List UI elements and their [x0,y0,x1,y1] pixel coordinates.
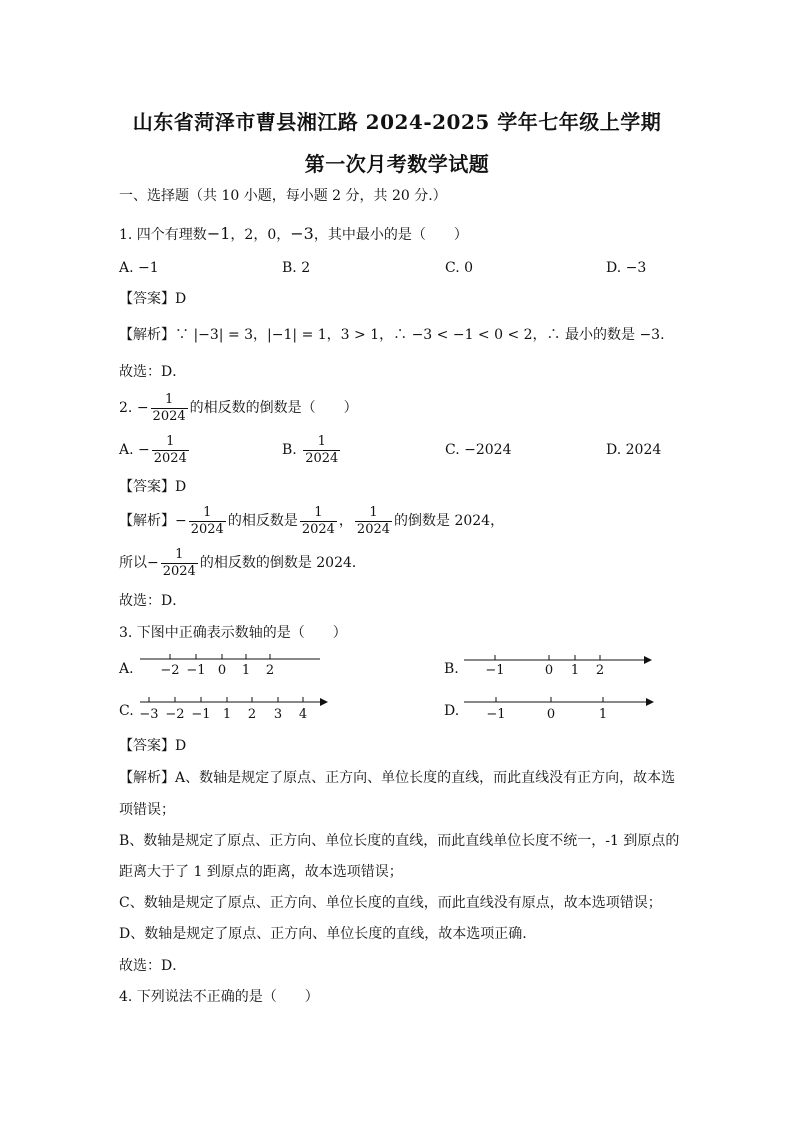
q1-answer: 【答案】D [119,291,187,307]
tick-label: 3 [273,707,283,722]
tick-label: −3 [139,707,159,722]
question-1-stem: 1. 四个有理数−1，2，0，−3，其中最小的是（ ） [119,224,468,243]
q3-option-a-label: A. [119,661,134,677]
q2-option-c: C. −2024 [445,442,512,458]
number-line-d [460,692,660,724]
q1-option-a: A. −1 [119,260,159,276]
q1-option-b: B. 2 [282,260,311,276]
tick-label: 1 [598,707,608,722]
question-4-stem: 4. 下列说法不正确的是（ ） [119,989,319,1005]
fraction: $\frac{1}{2024}$ [152,391,186,424]
q2-option-d: D. 2024 [606,442,662,458]
title-line-2: 第一次月考数学试题 [304,152,490,176]
tick-label: −1 [191,707,211,722]
fraction: $\frac{1}{2024}$ [305,433,339,466]
tick-label: −1 [186,663,206,678]
q3-analysis-line-4: 距离大于了 1 到原点的距离，故本选项错误； [119,864,403,880]
q2-option-a: A. − $\frac{1}{2024}$ [119,433,187,466]
q3-analysis-line-3: B、数轴是规定了原点、正方向、单位长度的直线，而此直线单位长度不统一，-1 到原点的 [119,833,680,849]
number-line-c [136,692,336,724]
fraction: $\frac{1}{2024}$ [190,504,224,537]
tick-label: −1 [486,707,506,722]
tick-label: 1 [222,707,232,722]
question-3-stem: 3. 下图中正确表示数轴的是（ ） [119,625,347,641]
q3-analysis-line-1: 【解析】A、数轴是规定了原点、正方向、单位长度的直线，而此直线没有正方向，故本选 [119,770,676,786]
q1-analysis: 【解析】∵ |−3| = 3，|−1| = 1，3 > 1，∴ −3 < −1 < 0 < 2，∴ 最小的数是 −3. [119,327,665,343]
q1-conclusion: 故选：D． [119,364,187,380]
tick-label: 0 [217,663,227,678]
fraction: $\frac{1}{2024}$ [356,504,391,537]
question-2-stem: 2. − $\frac{1}{2024}$ 的相反数的倒数是（ ） [119,391,358,424]
fraction: $\frac{1}{2024}$ [301,504,335,537]
q3-analysis-line-2: 项错误； [119,802,175,818]
tick-label: −2 [160,663,180,678]
q3-option-b-label: B. [444,661,459,677]
q2-analysis-line-2: 所以− $\frac{1}{2024}$ 的相反数的倒数是 2024． [119,546,366,579]
q3-answer: 【答案】D [119,738,187,754]
tick-label: 2 [247,707,257,722]
tick-label: 1 [570,663,580,678]
q3-option-d-label: D. [444,703,460,719]
tick-label: 4 [298,707,308,722]
tick-label: 1 [241,663,251,678]
tick-label: −1 [485,663,505,678]
number-line-a [136,650,326,680]
tick-label: 2 [265,663,275,678]
q3-conclusion: 故选：D． [119,958,187,974]
q3-analysis-line-5: C、数轴是规定了原点、正方向、单位长度的直线，而此直线没有原点，故本选项错误； [119,895,662,911]
section-heading: 一、选择题（共 10 小题，每小题 2 分，共 20 分.） [119,188,447,204]
tick-label: 0 [546,707,556,722]
fraction: $\frac{1}{2024}$ [162,546,196,579]
title-line-1: 山东省菏泽市曹县湘江路 2024-2025 学年七年级上学期 [132,110,662,134]
q1-option-d: D. −3 [606,260,647,276]
q2-conclusion: 故选：D． [119,593,187,609]
q3-analysis-line-6: D、数轴是规定了原点、正方向、单位长度的直线，故本选项正确. [119,926,527,942]
tick-label: −2 [165,707,185,722]
q1-option-c: C. 0 [445,260,474,276]
number-line-b [460,650,660,680]
q2-answer: 【答案】D [119,479,187,495]
fraction: $\frac{1}{2024}$ [153,433,187,466]
q3-option-c-label: C. [119,703,134,719]
q2-analysis-line-1: 【解析】− $\frac{1}{2024}$ 的相反数是 $\frac{1}{2024}$ ， $\frac{1}{2024}$ 的倒数是 2024， [119,504,505,537]
tick-label: 2 [595,663,605,678]
tick-label: 0 [544,663,554,678]
q2-option-b: B. $\frac{1}{2024}$ [282,433,339,466]
